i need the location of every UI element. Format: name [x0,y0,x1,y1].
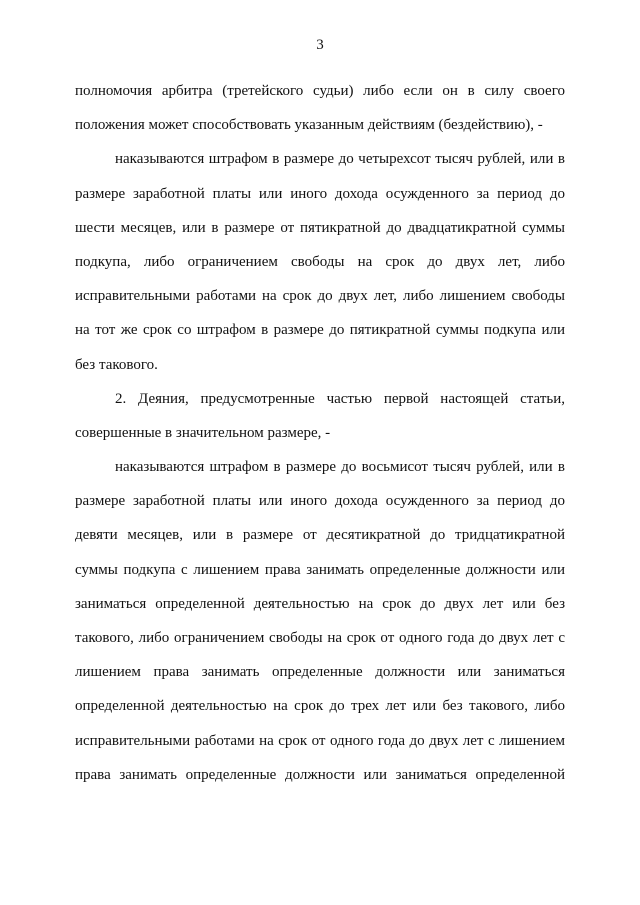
text-line: размере заработной платы или иного дохода осужденного за период до [75,493,565,510]
text-line: права занимать определенные должности или заниматься определенной [75,766,565,783]
text-line: определенной деятельностью на срок до трех лет или без такового, либо [75,698,565,715]
text-line: исправительными работами на срок от одного года до двух лет с лишением [75,732,565,749]
paragraph [75,79,565,147]
text-line: заниматься определенной деятельностью на срок до двух лет или без [75,595,565,612]
text-line: подкупа, либо ограничением свободы на срок до двух лет, либо [75,253,565,270]
text-line: исправительными работами на срок до двух лет, либо лишением свободы [75,288,565,305]
text-line: без такового. [75,356,158,373]
page-number: 3 [316,37,324,53]
text-line: такового, либо ограничением свободы на срок от одного года до двух лет с [75,630,565,646]
paragraph [75,387,565,455]
text-line: наказываются штрафом в размере до четырехсот тысяч рублей, или в [115,151,565,168]
text-line: лишением права занимать определенные должности или заниматься [75,664,565,681]
text-line: на тот же срок со штрафом в размере до пятикратной суммы подкупа или [75,322,565,339]
paragraph [75,147,565,386]
text-line: шести месяцев, или в размере от пятикратной до двадцатикратной суммы [75,219,565,236]
text-line: 2. Деяния, предусмотренные частью первой настоящей статьи, [115,390,565,407]
text-line: совершенные в значительном размере, - [75,424,331,441]
text-line: наказываются штрафом в размере до восьмисот тысяч рублей, или в [115,459,565,476]
text-line: суммы подкупа с лишением права занимать определенные должности или [75,561,565,578]
text-line: полномочия арбитра (третейского судьи) либо если он в силу своего [75,83,565,99]
paragraph [75,455,565,797]
document-body [75,79,565,797]
text-line: девяти месяцев, или в размере от десятикратной до тридцатикратной [75,527,565,544]
text-line: положения может способствовать указанным действиям (бездействию), - [75,117,543,134]
text-line: размере заработной платы или иного дохода осужденного за период до [75,185,565,202]
